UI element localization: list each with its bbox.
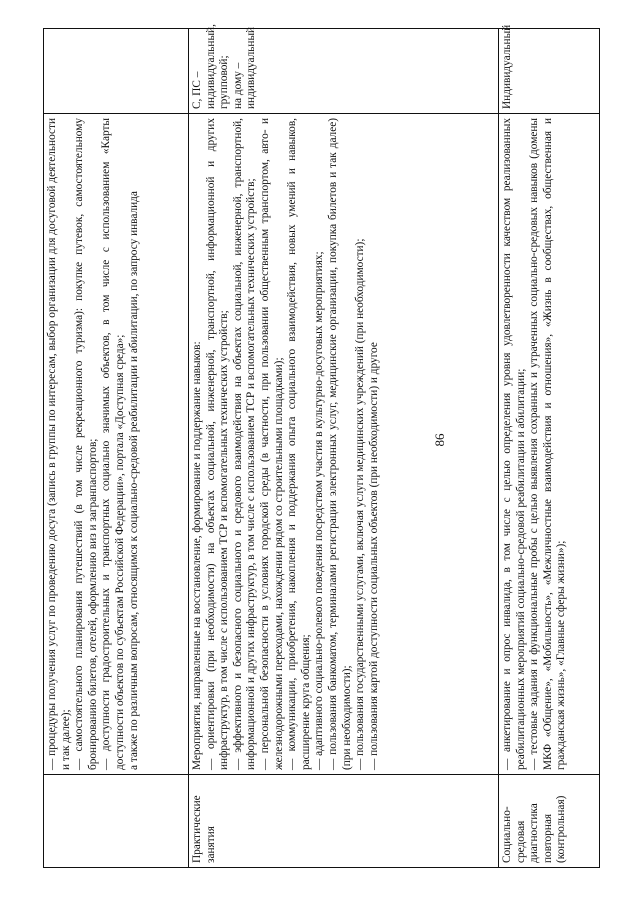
content-paragraph: — коммуникации, приобретения, накопления и поддержания опыта социального взаимодействия, новых умений и навыков, расширение круга общения;	[286, 118, 312, 770]
content-paragraph: — пользования банкоматом, терминалами регистрации электронных услуг, медицинские организации, покупка билетов и так далее) (при необходимости);	[326, 118, 353, 770]
rotated-table-frame	[43, 24, 599, 868]
content-paragraph: а также по различным вопросам, относящимся к социально-средовой реабилитации и абилитации, по запросу инвалида	[127, 191, 140, 770]
rehabilitation-table	[43, 24, 600, 868]
activity-cell	[189, 775, 499, 868]
content-paragraph: — персональной безопасности в условиях городской среды (в частности, при пользовании общественным транспортом, авто- и железнодорожными переходами, нахождении рядом со строительными площадками);	[258, 118, 285, 770]
content-paragraph: — пользования государственными услугами, включая услуги медицинских учреждений (при необходимости);	[354, 238, 367, 770]
form-label: Индивидуальный	[501, 24, 513, 109]
content-paragraph: — ориентировки (при необходимости) на объектах социальной, инженерной, транспортной, информационной и других инфраструктур, в том числе с использованием ТСР и вспомогательных технических устройств;	[204, 118, 231, 770]
activity-label: (контрольная)	[555, 795, 568, 863]
content-paragraph: — эффективного и безопасного социального и средового взаимодействия на объектах социальной, инженерной, транспортной, информационной и других инфраструктур, в том числе с использованием ТСР и вспомогательных технических устройств;	[231, 118, 258, 770]
document-sheet	[43, 24, 599, 868]
activity-cell	[499, 775, 600, 868]
form-cell	[44, 29, 189, 114]
content-cell	[499, 114, 600, 775]
content-cell	[189, 114, 499, 775]
activity-label: диагностика	[528, 803, 541, 863]
table-row	[189, 29, 499, 868]
activity-label: занятия	[204, 826, 217, 863]
content-paragraph: — доступности градостроительных и транспортных социально значимых объектов, в том числе с использованием «Карты доступности объектов по субъектам Российской Федерации», портала «Доступная среда»;	[100, 118, 126, 770]
form-label: на дому –	[231, 62, 244, 109]
content-paragraph: — адаптивного социально-ролевого поведения посредством участия в культурно-досуговых мероприятиях;	[313, 251, 326, 770]
content-paragraph: — тестовые задания и функциональные пробы с целью выявления сохранных и утраченных социально-средовых навыков (домены МКФ «Общение», «Мобильность», «Межличностные взаимодействия и отношения», «Жизнь в сообществах, общественная и гражданская жизнь», «Главные сферы жизни»);	[528, 118, 568, 770]
activity-cell	[44, 775, 189, 868]
page-number: 86	[432, 433, 447, 447]
content-paragraph: Мероприятия, направленные на восстановление, формирование и поддержание навыков:	[191, 341, 203, 770]
form-cell	[499, 24, 600, 114]
form-cell	[189, 24, 499, 114]
activity-label: средовая	[514, 820, 527, 863]
form-label: С, ПС –	[191, 71, 203, 109]
table-row	[499, 29, 600, 868]
activity-label: Практические	[191, 795, 203, 863]
form-label: индивидуальный	[245, 26, 258, 109]
content-cell	[44, 114, 189, 775]
table-row	[44, 29, 189, 868]
content-paragraph: — анкетирование и опрос инвалида, в том числе с целью определения уровня удовлетворенности качеством реализованных реабилитационных мероприятий социально-средовой реабилитации и абилитации;	[501, 118, 527, 770]
form-label: групповой;	[218, 55, 231, 109]
content-paragraph: — самостоятельного планирования путешествий (в том числе рекреационного туризма): покупке путевок, самостоятельному бронированию билетов, отелей, оформлению виз и загранпаспортов;	[73, 118, 99, 770]
form-label: индивидуальный,	[204, 24, 217, 109]
content-paragraph: — процедуры получения услуг по проведению досуга (запись в группы по интересам, выбор организации для досуговой деятельности и так далее);	[46, 118, 72, 770]
activity-label: Социально-	[501, 806, 513, 863]
activity-label: повторная	[541, 813, 554, 863]
content-paragraph: — пользования картой доступности социальных объектов (при необходимости) и другое	[367, 342, 380, 770]
